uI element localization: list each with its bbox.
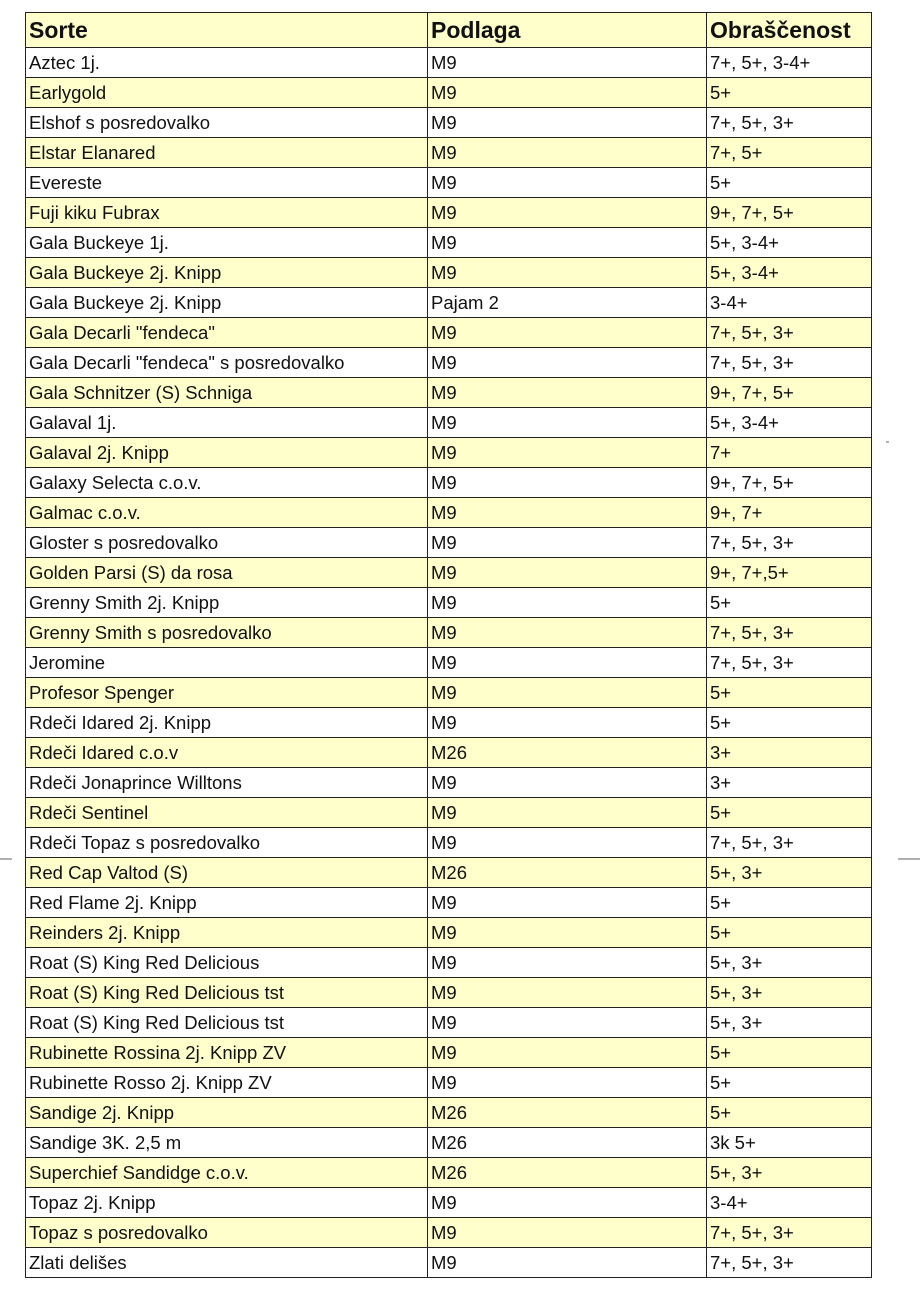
cell-growth: 7+, 5+, 3+ bbox=[707, 648, 872, 678]
cell-growth: 3+ bbox=[707, 768, 872, 798]
table-row bbox=[26, 1188, 872, 1218]
table-row bbox=[26, 828, 872, 858]
table-row bbox=[26, 108, 872, 138]
table-body bbox=[26, 48, 872, 1278]
cell-variety: Rdeči Sentinel bbox=[26, 798, 428, 828]
table-row bbox=[26, 1068, 872, 1098]
cell-rootstock: M9 bbox=[428, 1038, 707, 1068]
cell-rootstock: M9 bbox=[428, 708, 707, 738]
cell-rootstock: M26 bbox=[428, 738, 707, 768]
cell-rootstock: M26 bbox=[428, 1128, 707, 1158]
cell-rootstock: M9 bbox=[428, 1218, 707, 1248]
table-row bbox=[26, 1038, 872, 1068]
table-row bbox=[26, 228, 872, 258]
cell-growth: 7+, 5+, 3+ bbox=[707, 1248, 872, 1278]
header-variety: Sorte bbox=[26, 13, 428, 48]
table-row bbox=[26, 288, 872, 318]
cell-rootstock: M9 bbox=[428, 768, 707, 798]
cell-growth: 5+ bbox=[707, 918, 872, 948]
table-row bbox=[26, 468, 872, 498]
cell-rootstock: M9 bbox=[428, 198, 707, 228]
cell-growth: 7+, 5+, 3+ bbox=[707, 618, 872, 648]
cell-rootstock: M9 bbox=[428, 678, 707, 708]
cell-rootstock: M9 bbox=[428, 558, 707, 588]
cell-growth: 7+, 5+, 3+ bbox=[707, 348, 872, 378]
cell-rootstock: M9 bbox=[428, 1188, 707, 1218]
cell-variety: Roat (S) King Red Delicious bbox=[26, 948, 428, 978]
table-row bbox=[26, 558, 872, 588]
cell-growth: 5+ bbox=[707, 708, 872, 738]
cell-rootstock: M9 bbox=[428, 978, 707, 1008]
cell-growth: 5+, 3+ bbox=[707, 1008, 872, 1038]
cell-variety: Earlygold bbox=[26, 78, 428, 108]
table-row bbox=[26, 708, 872, 738]
cell-rootstock: M9 bbox=[428, 918, 707, 948]
cell-rootstock: M9 bbox=[428, 588, 707, 618]
cell-growth: 7+, 5+, 3-4+ bbox=[707, 48, 872, 78]
cell-rootstock: M9 bbox=[428, 1248, 707, 1278]
cell-rootstock: M9 bbox=[428, 618, 707, 648]
table-row bbox=[26, 498, 872, 528]
cell-growth: 5+ bbox=[707, 78, 872, 108]
table-row bbox=[26, 1248, 872, 1278]
cell-growth: 5+, 3-4+ bbox=[707, 228, 872, 258]
table-row bbox=[26, 768, 872, 798]
table-row bbox=[26, 48, 872, 78]
edge-mark-dot bbox=[886, 441, 889, 443]
cell-variety: Rubinette Rosso 2j. Knipp ZV bbox=[26, 1068, 428, 1098]
cell-growth: 7+, 5+, 3+ bbox=[707, 828, 872, 858]
cell-variety: Gala Buckeye 2j. Knipp bbox=[26, 258, 428, 288]
cell-rootstock: M9 bbox=[428, 888, 707, 918]
cell-variety: Profesor Spenger bbox=[26, 678, 428, 708]
cell-growth: 7+ bbox=[707, 438, 872, 468]
cell-variety: Gala Decarli "fendeca" s posredovalko bbox=[26, 348, 428, 378]
cell-growth: 5+ bbox=[707, 1098, 872, 1128]
table-row bbox=[26, 738, 872, 768]
cell-variety: Gala Buckeye 2j. Knipp bbox=[26, 288, 428, 318]
table-row bbox=[26, 438, 872, 468]
cell-rootstock: M9 bbox=[428, 48, 707, 78]
cell-rootstock: M9 bbox=[428, 78, 707, 108]
table-row bbox=[26, 1158, 872, 1188]
cell-variety: Galmac c.o.v. bbox=[26, 498, 428, 528]
cell-growth: 7+, 5+, 3+ bbox=[707, 528, 872, 558]
cell-growth: 3k 5+ bbox=[707, 1128, 872, 1158]
cell-variety: Red Flame 2j. Knipp bbox=[26, 888, 428, 918]
cell-growth: 7+, 5+, 3+ bbox=[707, 108, 872, 138]
cell-rootstock: M9 bbox=[428, 108, 707, 138]
table-row bbox=[26, 948, 872, 978]
cell-growth: 7+, 5+, 3+ bbox=[707, 318, 872, 348]
table-row bbox=[26, 858, 872, 888]
cell-growth: 5+ bbox=[707, 588, 872, 618]
cell-growth: 9+, 7+, 5+ bbox=[707, 378, 872, 408]
cell-variety: Reinders 2j. Knipp bbox=[26, 918, 428, 948]
header-growth: Obraščenost bbox=[707, 13, 872, 48]
table-row bbox=[26, 318, 872, 348]
cell-growth: 3+ bbox=[707, 738, 872, 768]
cell-growth: 3-4+ bbox=[707, 288, 872, 318]
cell-growth: 9+, 7+,5+ bbox=[707, 558, 872, 588]
cell-growth: 7+, 5+, 3+ bbox=[707, 1218, 872, 1248]
cell-growth: 5+, 3-4+ bbox=[707, 258, 872, 288]
cell-variety: Jeromine bbox=[26, 648, 428, 678]
table-row bbox=[26, 348, 872, 378]
cell-variety: Sandige 2j. Knipp bbox=[26, 1098, 428, 1128]
cell-growth: 3-4+ bbox=[707, 1188, 872, 1218]
header-rootstock: Podlaga bbox=[428, 13, 707, 48]
cell-rootstock: M9 bbox=[428, 798, 707, 828]
cell-rootstock: M9 bbox=[428, 228, 707, 258]
cell-variety: Rubinette Rossina 2j. Knipp ZV bbox=[26, 1038, 428, 1068]
cell-variety: Elstar Elanared bbox=[26, 138, 428, 168]
cell-rootstock: M9 bbox=[428, 498, 707, 528]
cell-growth: 7+, 5+ bbox=[707, 138, 872, 168]
table-row bbox=[26, 1008, 872, 1038]
cell-variety: Golden Parsi (S) da rosa bbox=[26, 558, 428, 588]
cell-variety: Gala Decarli "fendeca" bbox=[26, 318, 428, 348]
cell-variety: Galaval 1j. bbox=[26, 408, 428, 438]
cell-growth: 5+ bbox=[707, 1038, 872, 1068]
cell-rootstock: M9 bbox=[428, 468, 707, 498]
cell-rootstock: M9 bbox=[428, 438, 707, 468]
cell-variety: Rdeči Jonaprince Willtons bbox=[26, 768, 428, 798]
cell-rootstock: M9 bbox=[428, 528, 707, 558]
cell-variety: Rdeči Idared c.o.v bbox=[26, 738, 428, 768]
cell-rootstock: M9 bbox=[428, 1068, 707, 1098]
cell-variety: Roat (S) King Red Delicious tst bbox=[26, 1008, 428, 1038]
cell-rootstock: M9 bbox=[428, 828, 707, 858]
cell-rootstock: M9 bbox=[428, 378, 707, 408]
cell-variety: Topaz s posredovalko bbox=[26, 1218, 428, 1248]
table-row bbox=[26, 1098, 872, 1128]
table-row bbox=[26, 888, 872, 918]
edge-mark-right bbox=[898, 858, 920, 860]
cell-rootstock: M9 bbox=[428, 138, 707, 168]
cell-variety: Galaxy Selecta c.o.v. bbox=[26, 468, 428, 498]
cell-rootstock: M9 bbox=[428, 258, 707, 288]
cell-rootstock: M26 bbox=[428, 858, 707, 888]
cell-growth: 9+, 7+, 5+ bbox=[707, 198, 872, 228]
cell-rootstock: M26 bbox=[428, 1158, 707, 1188]
cell-variety: Zlati delišes bbox=[26, 1248, 428, 1278]
cell-growth: 5+ bbox=[707, 888, 872, 918]
cell-rootstock: M9 bbox=[428, 318, 707, 348]
table-row bbox=[26, 618, 872, 648]
cell-rootstock: M9 bbox=[428, 648, 707, 678]
table-row bbox=[26, 138, 872, 168]
cell-variety: Red Cap Valtod (S) bbox=[26, 858, 428, 888]
cell-rootstock: Pajam 2 bbox=[428, 288, 707, 318]
table-row bbox=[26, 198, 872, 228]
cell-variety: Gala Schnitzer (S) Schniga bbox=[26, 378, 428, 408]
cell-variety: Gala Buckeye 1j. bbox=[26, 228, 428, 258]
cell-variety: Aztec 1j. bbox=[26, 48, 428, 78]
cell-rootstock: M26 bbox=[428, 1098, 707, 1128]
cell-rootstock: M9 bbox=[428, 348, 707, 378]
cell-variety: Gloster s posredovalko bbox=[26, 528, 428, 558]
cell-growth: 5+ bbox=[707, 678, 872, 708]
cell-growth: 5+ bbox=[707, 798, 872, 828]
table-row bbox=[26, 588, 872, 618]
table-row bbox=[26, 258, 872, 288]
table-row bbox=[26, 978, 872, 1008]
cell-variety: Rdeči Idared 2j. Knipp bbox=[26, 708, 428, 738]
cell-variety: Grenny Smith 2j. Knipp bbox=[26, 588, 428, 618]
cell-growth: 9+, 7+ bbox=[707, 498, 872, 528]
table-row bbox=[26, 408, 872, 438]
table-row bbox=[26, 798, 872, 828]
cell-growth: 5+, 3+ bbox=[707, 858, 872, 888]
cell-variety: Grenny Smith s posredovalko bbox=[26, 618, 428, 648]
header-row bbox=[26, 13, 872, 48]
cell-growth: 5+, 3-4+ bbox=[707, 408, 872, 438]
cell-variety: Galaval 2j. Knipp bbox=[26, 438, 428, 468]
edge-mark-left bbox=[0, 858, 12, 860]
cell-rootstock: M9 bbox=[428, 408, 707, 438]
table-row bbox=[26, 378, 872, 408]
table-row bbox=[26, 1218, 872, 1248]
cell-growth: 9+, 7+, 5+ bbox=[707, 468, 872, 498]
table-row bbox=[26, 1128, 872, 1158]
cell-growth: 5+ bbox=[707, 168, 872, 198]
cell-variety: Roat (S) King Red Delicious tst bbox=[26, 978, 428, 1008]
table-row bbox=[26, 918, 872, 948]
cell-rootstock: M9 bbox=[428, 168, 707, 198]
cell-growth: 5+, 3+ bbox=[707, 948, 872, 978]
cell-variety: Superchief Sandidge c.o.v. bbox=[26, 1158, 428, 1188]
cell-variety: Elshof s posredovalko bbox=[26, 108, 428, 138]
variety-table bbox=[25, 12, 872, 1278]
table-row bbox=[26, 678, 872, 708]
cell-variety: Evereste bbox=[26, 168, 428, 198]
cell-growth: 5+, 3+ bbox=[707, 978, 872, 1008]
cell-rootstock: M9 bbox=[428, 948, 707, 978]
cell-variety: Topaz 2j. Knipp bbox=[26, 1188, 428, 1218]
table-row bbox=[26, 168, 872, 198]
table-row bbox=[26, 528, 872, 558]
cell-growth: 5+, 3+ bbox=[707, 1158, 872, 1188]
cell-growth: 5+ bbox=[707, 1068, 872, 1098]
table-row bbox=[26, 648, 872, 678]
cell-variety: Fuji kiku Fubrax bbox=[26, 198, 428, 228]
cell-variety: Sandige 3K. 2,5 m bbox=[26, 1128, 428, 1158]
table-row bbox=[26, 78, 872, 108]
cell-rootstock: M9 bbox=[428, 1008, 707, 1038]
cell-variety: Rdeči Topaz s posredovalko bbox=[26, 828, 428, 858]
